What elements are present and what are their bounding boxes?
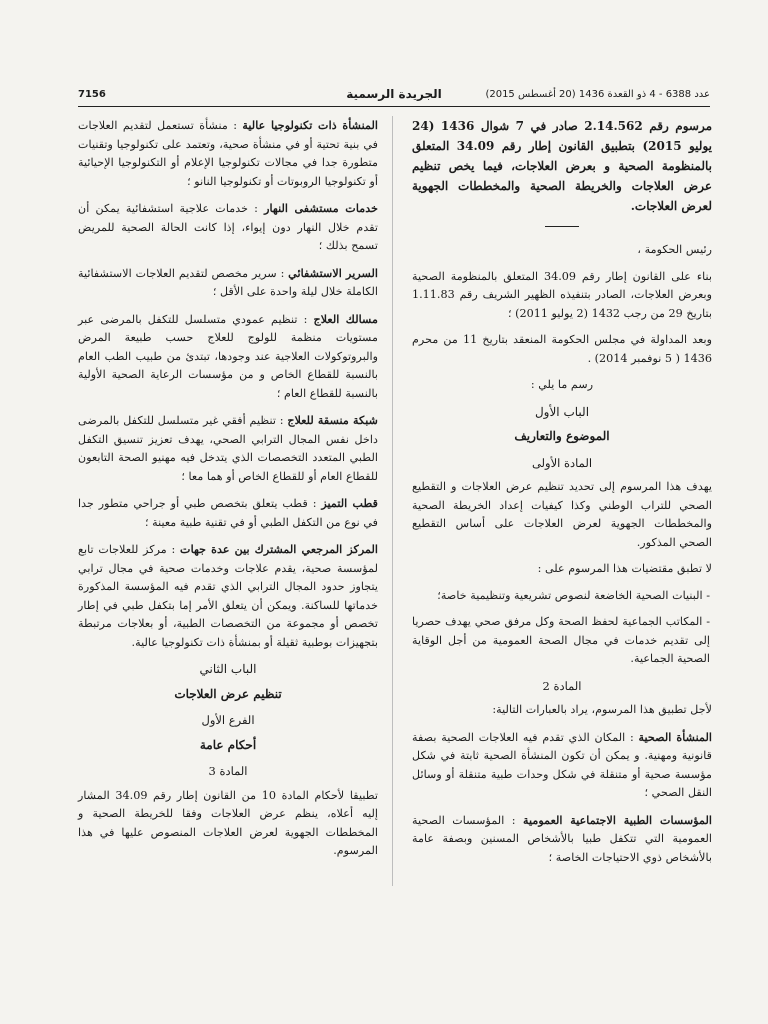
section-1-title: أحكام عامة <box>199 737 257 752</box>
definition-term: مسالك العلاج <box>313 311 378 326</box>
definition-term: المنشأة ذات تكنولوجيا عالية <box>242 118 379 132</box>
exclusion-item: - المكاتب الجماعية لحفظ الصحة وكل مرفق صحي يهدف حصريا إلى تقديم خدمات في مجال الصحة العمومية من أجل الوقاية الصحية الجماعية. <box>412 615 710 666</box>
definition <box>412 728 712 803</box>
definition-text: : المؤسسات الصحية العمومية التي تتكفل طبيا بالأشخاص المسنين وبصفة عامة بالأشخاص ذوي الاحتياجات الخاصة ؛ <box>412 813 712 864</box>
title-separator <box>545 226 579 227</box>
chapter-1-heading: الباب الأول <box>534 404 590 419</box>
decree-title: مرسوم رقم 2.14.562 صادر في 7 شوال 1436 (24 يوليو 2015) بتطبيق القانون إطار رقم 34.09 المتعلق بالمنظومة الصحية و بعرض العلاجات، فيما يخص تنظيم عرض العلاجات والخريطة الصحية والمخططات الجهوية لعرض العلاجات. <box>412 119 713 213</box>
definition-term: المؤسسات الطبية الاجتماعية العمومية <box>522 812 712 827</box>
section-1-heading: الفرع الأول <box>201 713 255 727</box>
definition-term: المنشأة الصحية <box>638 729 713 744</box>
definition <box>78 411 378 486</box>
chapter-2-heading: الباب الثاني <box>199 662 257 676</box>
article-3-heading: المادة 3 <box>208 764 248 778</box>
journal-title: الجريدة الرسمية <box>346 87 442 101</box>
definition <box>78 264 378 302</box>
definition <box>412 811 712 868</box>
page-header <box>78 86 710 107</box>
definition <box>78 494 378 532</box>
left-column <box>78 116 378 986</box>
decrees-line: رسم ما يلي : <box>530 378 594 392</box>
definition-text: : قطب يتعلق بتخصص طبي أو جراحي متطور جدا في نوع من التكفل الطبي أو في تقنية طبية معينة ؛ <box>78 497 378 529</box>
article-3-text: تطبيقا لأحكام المادة 10 من القانون إطار رقم 34.09 المشار إليه أعلاه، ينظم عرض العلاجات وفقا للخريطة الصحية و المخططات الجهوية لعرض العلاجات المنصوص عليها في هذا المرسوم. <box>78 788 379 857</box>
definition-term: السرير الاستشفائي <box>288 265 378 280</box>
definition <box>78 199 378 256</box>
exclusions-intro: لا تطبق مقتضيات هذا المرسوم على : <box>537 562 712 576</box>
definition-text: : تنظيم أفقي غير متسلسل للتكفل بالمرضى داخل نفس المجال الترابي الصحي، يهدف تعزيز تنسيق التكفل الطبي المتعدد التخصصات الذي يتدخل فيه مهنيو الصحة التابعون للقطاع العام أو للقطاع الخاص أو هما معا ؛ <box>78 414 378 483</box>
definition <box>78 116 378 191</box>
definition-term: شبكة منسقة للعلاج <box>287 413 378 427</box>
definition <box>78 540 378 652</box>
article-2-intro: لأجل تطبيق هذا المرسوم، يراد بالعبارات التالية: <box>492 703 712 717</box>
column-divider <box>392 116 393 886</box>
exclusion-item: - البنيات الصحية الخاضعة لنصوص تشريعية وتنظيمية خاصة؛ <box>437 588 710 602</box>
definition-text: : مركز للعلاجات تابع لمؤسسة صحية، يقدم علاجات وخدمات صحية في مجال ترابي يتجاوز حدود المجال الترابي الذي تقدم فيه المؤسسة المذكورة خدماتها للساكنة. ويمكن أن يتعلق الأمر إما بتكفل طبي في إطار تخصص أو مجموعة من التخصصات الطبية، أو بعلاجات مرتبطة بتجهيزات بوطبية ثقيلة أو بمنشأة ذات تكنولوجيا عالية. <box>78 543 378 649</box>
definition-term: قطب التميز <box>321 496 378 510</box>
chapter-2-title: تنظيم عرض العلاجات <box>174 686 282 701</box>
preamble-2: وبعد المداولة في مجلس الحكومة المنعقد بتاريخ 11 من محرم 1436 ( 5 نوفمبر 2014) . <box>412 333 713 365</box>
issue-info: عدد 6388 - 4 ذو القعدة 1436 (20 أغسطس 2015) <box>485 89 710 100</box>
definition-text: : خدمات علاجية استشفائية يمكن أن تقدم خلال النهار دون إيواء، إذا كانت الحالة الصحية للمريض تسمح بذلك ؛ <box>78 202 378 252</box>
article-1-heading: المادة الأولى <box>531 455 593 470</box>
definition <box>78 310 378 404</box>
article-1-text: يهدف هذا المرسوم إلى تحديد تنظيم عرض العلاجات و التقطيع الصحي للتراب الوطني وكذا كيفيات إعداد الخريطة الصحية والمخططات الجهوية لعرض العلاجات على أساس التقطيع الصحي المذكور. <box>412 480 712 549</box>
head-of-government: رئيس الحكومة ، <box>637 243 712 257</box>
definition-text: : تنظيم عمودي متسلسل للتكفل بالمرضى عبر مستويات منظمة للولوج للعلاج حسب طبيعة المرض والبروتوكولات العلاجية عند وجودها، تبتدئ من طبيب الطب العام بالنسبة للقطاع الخاص و من مؤسسات الرعاية الصحية الأولية بالنسبة للقطاع العام ؛ <box>78 312 378 400</box>
definition-term: خدمات مستشفى النهار <box>264 201 379 215</box>
article-2-heading: المادة 2 <box>542 678 582 693</box>
page-number: 7156 <box>78 89 106 100</box>
definition-text: : سرير مخصص لتقديم العلاجات الاستشفائية الكاملة خلال ليلة واحدة على الأقل ؛ <box>78 266 378 298</box>
definition-text: : منشأة تستعمل لتقديم العلاجات في بنية تحتية أو في منشأة صحية، وتعتمد على تكنولوجيا وتقنيات متطورة جدا في مجالات تكنولوجيا الإعلام أو التكنولوجيا الإحيائية أو تكنولوجيا الروبوتات أو تكنولوجيا النانو ؛ <box>78 119 378 188</box>
definition-term: المركز المرجعي المشترك بين عدة جهات <box>180 542 379 556</box>
definition-text: : المكان الذي تقدم فيه العلاجات الصحية بصفة قانونية ومهنية. و يمكن أن تكون المنشأة الصحية ثابتة في شكل مؤسسة صحية أو متنقلة في شكل وحدات طبية متنقلة أو وسائل النقل الصحي ؛ <box>412 730 712 800</box>
preamble-1: بناء على القانون إطار رقم 34.09 المتعلق بالمنظومة الصحية وبعرض العلاجات، الصادر بتنفيذه الظهير الشريف رقم 1.11.83 بتاريخ 29 من رجب 1432 (2 يوليو 2011) ؛ <box>412 269 713 320</box>
chapter-1-title: الموضوع والتعاريف <box>514 429 610 444</box>
right-column <box>412 116 712 986</box>
